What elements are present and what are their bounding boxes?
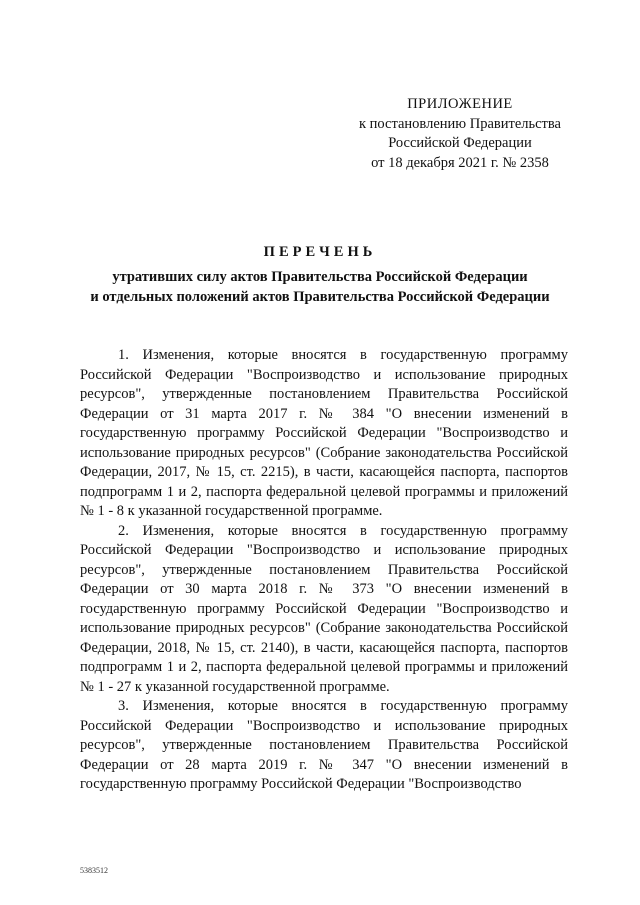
appendix-header: [340, 95, 580, 173]
appendix-label: ПРИЛОЖЕНИЕ: [407, 96, 513, 112]
document-title: ПЕРЕЧЕНЬ: [263, 244, 377, 260]
document-subtitle: [60, 268, 580, 307]
appendix-line-1: к постановлению Правительства: [359, 115, 561, 132]
document-body: [80, 346, 568, 795]
appendix-line-2: Российской Федерации: [388, 135, 532, 151]
subtitle-line-2: и отдельных положений актов Правительства Российской Федерации: [90, 288, 550, 305]
list-item-2: 2. Изменения, которые вносятся в государственную программу Российской Федерации "Воспроизводство и использование природных ресурсов", утвержденные постановлением Правительства Российской Федерации от 30 марта 2018 г. № 373 "О внесении изменений в государственную программу Российской Федерации "Воспроизводство и использование природных ресурсов" (Собрание законодательства Российской Федерации, 2018, № 15, ст. 2140), в части, касающейся паспорта, паспортов подпрограмм 1 и 2, паспорта федеральной целевой программы и приложений № 1 - 27 к указанной государственной программе.: [80, 522, 568, 695]
subtitle-line-1: утративших силу актов Правительства Российской Федерации: [112, 269, 528, 285]
appendix-line-3: от 18 декабря 2021 г. № 2358: [371, 154, 549, 171]
list-item-3: 3. Изменения, которые вносятся в государственную программу Российской Федерации "Воспроизводство и использование природных ресурсов", утвержденные постановлением Правительства Российской Федерации от 28 марта 2019 г. № 347 "О внесении изменений в государственную программу Российской Федерации "Воспроизводство: [80, 698, 568, 792]
list-item-1: 1. Изменения, которые вносятся в государственную программу Российской Федерации "Воспроизводство и использование природных ресурсов", утвержденные постановлением Правительства Российской Федерации от 31 марта 2017 г. № 384 "О внесении изменений в государственную программу Российской Федерации "Воспроизводство и использование природных ресурсов" (Собрание законодательства Российской Федерации, 2017, № 15, ст. 2215), в части, касающейся паспорта, паспортов подпрограмм 1 и 2, паспорта федеральной целевой программы и приложений № 1 - 8 к указанной государственной программе.: [80, 347, 568, 519]
document-code: 5383512: [80, 866, 108, 875]
